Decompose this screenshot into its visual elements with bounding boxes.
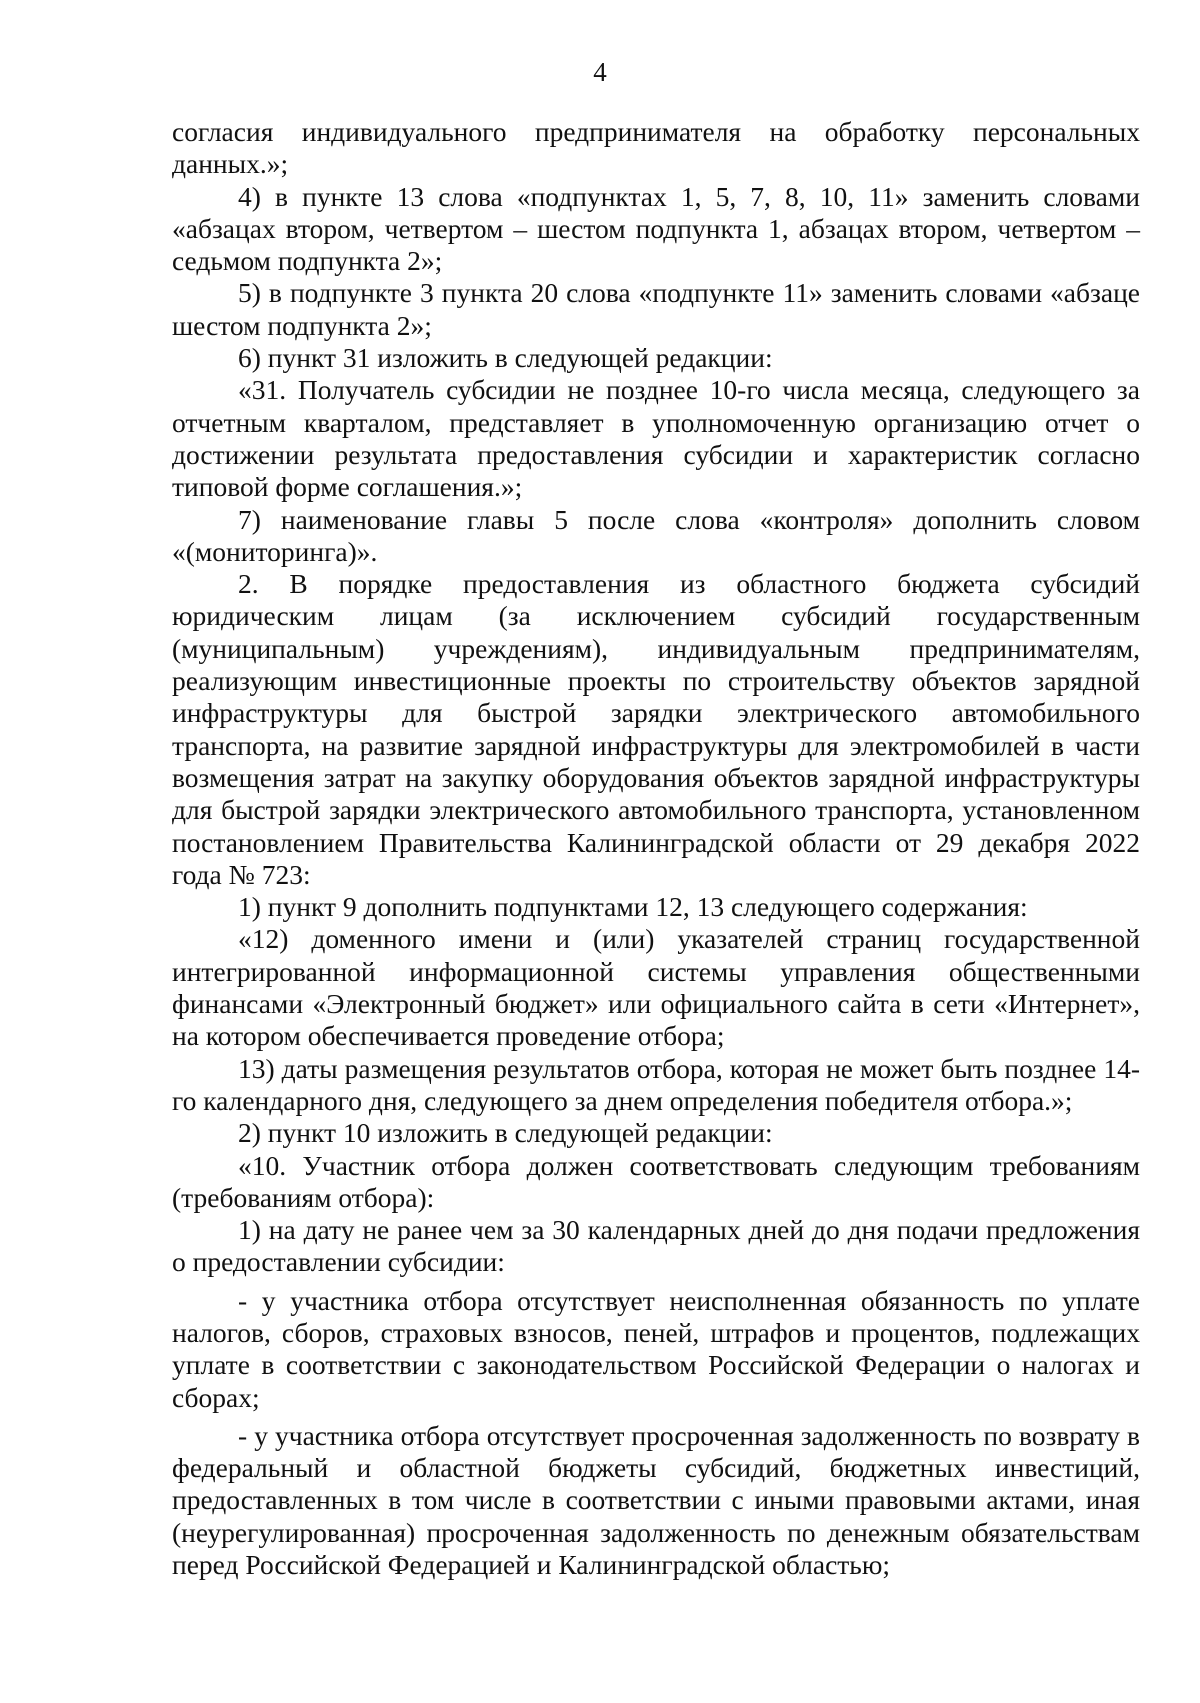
paragraph-bullet-debt: - у участника отбора отсутствует просроченная задолженность по возврату в федеральный и областной бюджеты субсидий, бюджетных инвестиций, предоставленных в том числе в соответствии с иными правовыми актами, иная (неурегулированная) просроченная задолженность по денежным обязательствам перед Российской Федерацией и Калининградской областью; [172, 1419, 1140, 1581]
document-body [172, 116, 1140, 1581]
paragraph-item-7: 7) наименование главы 5 после слова «контроля» дополнить словом «(мониторинга)». [172, 503, 1140, 567]
page-number: 4 [593, 57, 607, 87]
paragraph-quote-12: «12) доменного имени и (или) указателей страниц государственной интегрированной информационной системы управления общественными финансами «Электронный бюджет» или официального сайта в сети «Интернет», на котором обеспечивается проведение отбора; [172, 923, 1140, 1052]
paragraph-item-4: 4) в пункте 13 слова «подпунктах 1, 5, 7, 8, 10, 11» заменить словами «абзацах втором, четвертом – шестом подпункта 1, абзацах втором, четвертом – седьмом подпункта 2»; [172, 180, 1140, 277]
paragraph-requirement-1: 1) на дату не ранее чем за 30 календарных дней до дня подачи предложения о предоставлении субсидии: [172, 1214, 1140, 1278]
paragraph-subitem-1: 1) пункт 9 дополнить подпунктами 12, 13 следующего содержания: [238, 891, 1028, 923]
paragraph-section-2: 2. В порядке предоставления из областного бюджета субсидий юридическим лицам (за исключением субсидий государственным (муниципальным) учреждениям), индивидуальным предпринимателям, реализующим инвестиционные проекты по строительству объектов зарядной инфраструктуры для быстрой зарядки электрического автомобильного транспорта, на развитие зарядной инфраструктуры для электромобилей в части возмещения затрат на закупку оборудования объектов зарядной инфраструктуры для быстрой зарядки электрического автомобильного транспорта, установленном постановлением Правительства Калининградской области от 29 декабря 2022 года № 723: [172, 568, 1140, 890]
paragraph-item-5: 5) в подпункте 3 пункта 20 слова «подпункте 11» заменить словами «абзаце шестом подпункта 2»; [172, 277, 1140, 341]
paragraph-quote-10: «10. Участник отбора должен соответствовать следующим требованиям (требованиям отбора): [172, 1149, 1140, 1213]
paragraph-bullet-taxes: - у участника отбора отсутствует неисполненная обязанность по уплате налогов, сборов, страховых взносов, пеней, штрафов и процентов, подлежащих уплате в соответствии с законодательством Российской Федерации о налогах и сборах; [172, 1284, 1140, 1413]
paragraph-subitem-2: 2) пункт 10 изложить в следующей редакции: [238, 1117, 773, 1149]
paragraph-quote-31: «31. Получатель субсидии не позднее 10-го числа месяца, следующего за отчетным кварталом, представляет в уполномоченную организацию отчет о достижении результата предоставления субсидии и характеристик согласно типовой форме соглашения.»; [172, 374, 1140, 503]
paragraph-quote-13: 13) даты размещения результатов отбора, которая не может быть позднее 14-го календарного дня, следующего за днем определения победителя отбора.»; [172, 1052, 1140, 1116]
paragraph-continuation: согласия индивидуального предпринимателя на обработку персональных данных.»; [172, 116, 1140, 180]
paragraph-item-6: 6) пункт 31 изложить в следующей редакции: [238, 342, 773, 374]
